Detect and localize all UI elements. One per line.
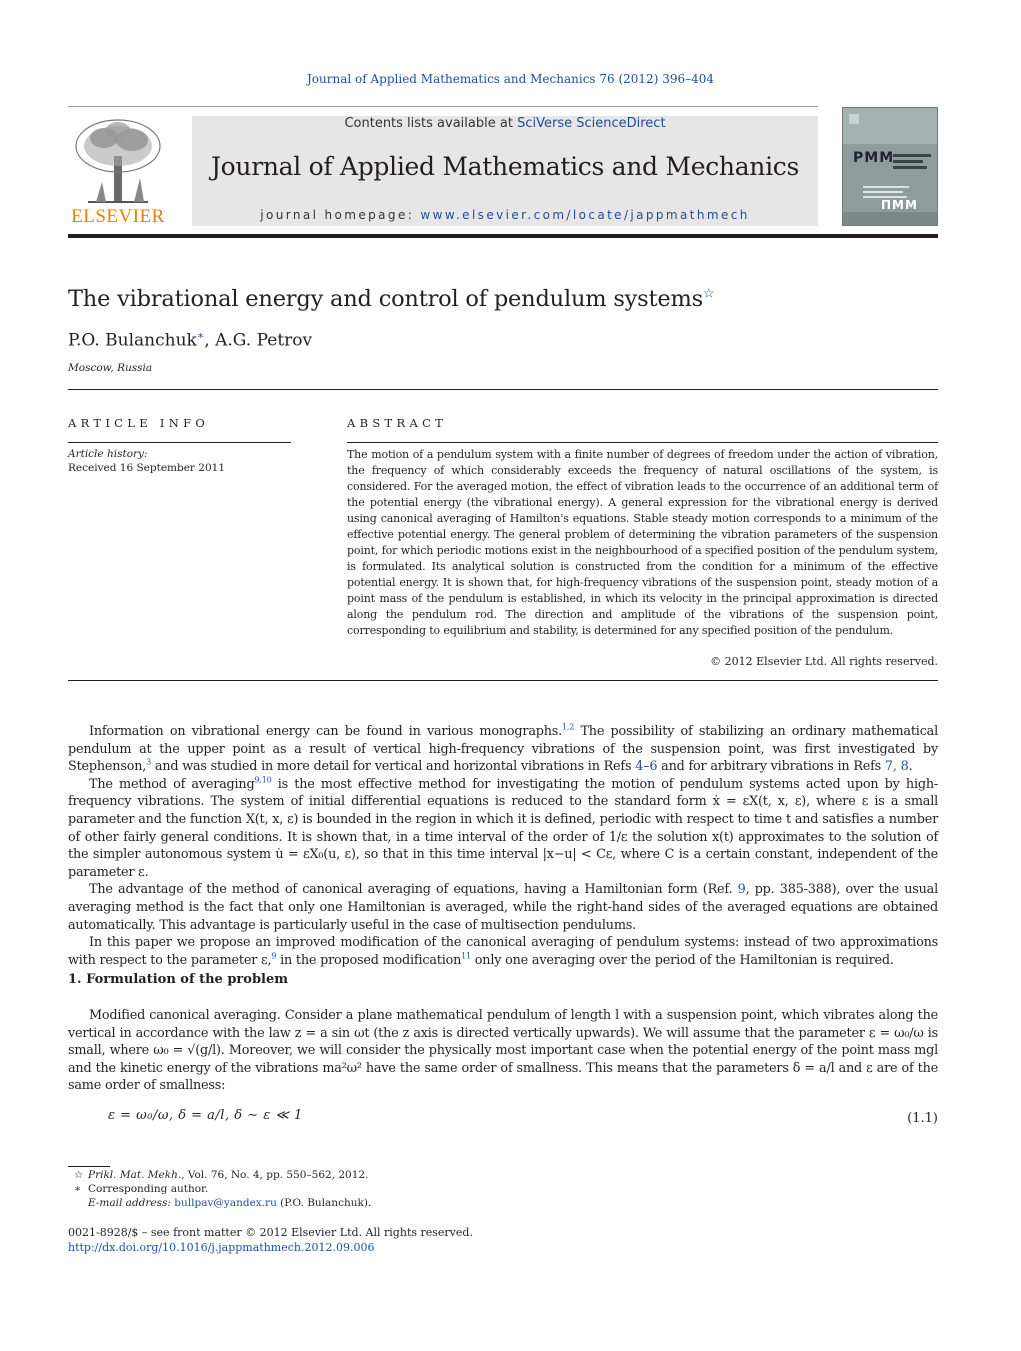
divider [68,389,938,390]
abstract-text: The motion of a pendulum system with a finite number of degrees of freedom under the action of vibration, the frequency of which considerably exceeds the frequency of natural oscillations of the system, is considered. For the averaged motion, the effect of vibration leads to the occurrence of an additional term of the potential energy (the vibrational energy). A general expression for the vibrational energy is derived using canonical averaging of Hamilton's equations. Stable steady motion corresponds to a minimum of the effective potential energy. The general problem of determining the vibration parameters of the suspension point, for which periodic motions exist in the neighbourhood of a specified position of the pendulum system, is formulated. Its analytical solution is constructed from the condition for a minimum of the effective potential energy. It is shown that, for high-frequency vibrations of the suspension point, steady motion of a point mass of the pendulum is established, in which its velocity in the principal approximation is directed along the pendulum rod. The direction and amplitude of the vibrations of the suspension point, corresponding to equilibrium and stability, is determined for any specified position of the pendulum. [347,448,938,637]
elsevier-wordmark: ELSEVIER [71,206,165,227]
citation[interactable]: 7, 8 [884,759,909,775]
equation-number: (1.1) [907,1111,938,1126]
journal-name: Journal of Applied Mathematics and Mechanics [210,152,800,181]
affiliation: Moscow, Russia [68,362,153,374]
citation[interactable]: 9 [737,882,746,898]
author-petrov: , A.G. Petrov [204,330,313,351]
footnote-email: E-mail address: bullpav@yandex.ru (P.O. Bulanchuk). [88,1197,372,1209]
contents-line: Contents lists available at SciVerse ScienceDirect [344,116,666,131]
footnote-translation: ☆ Prikl. Mat. Mekh., Vol. 76, No. 4, pp. 550–562, 2012. [74,1169,369,1181]
introduction [68,723,938,969]
paragraph: Modified canonical averaging. Consider a plane mathematical pendulum of length l with a suspension point, which vibrates along the vertical in accordance with the law z = a sin ωt (the z axis is directed vertically upwards). We will assume that the parameter ε = ω₀/ω is small, where ω₀ = √(g/l). Moreover, we will consider the physically most important case when the potential energy of the point mass mgl and the kinetic energy of the vibrations ma²ω² have the same order of smallness. This means that the parameters δ = a/l and ε are of the same order of smallness: [68,1008,938,1094]
section-1-body [68,1007,938,1095]
article-info-heading: ARTICLE INFO [68,416,210,430]
abstract-divider [347,442,938,443]
title-footnote-mark[interactable]: ☆ [702,286,715,302]
elsevier-logo [68,116,168,228]
paragraph: The advantage of the method of canonical averaging of equations, having a Hamiltonian form (Ref. 9, pp. 385-388), over the usual averaging method is the fact that only one Hamiltonian is averaged, while the right-hand sides of the averaged equations are obtained automatically. This advantage is particularly useful in the case of multisection pendulums. [68,882,938,933]
section-heading: 1. Formulation of the problem [68,972,289,987]
received-date: Received 16 September 2011 [68,462,226,474]
journal-cover [842,107,938,226]
header-bottom-rule [68,234,938,238]
cover-logo: PMM [853,150,895,166]
doi-link[interactable]: http://dx.doi.org/10.1016/j.jappmathmech.2012.09.006 [68,1241,375,1254]
sciencedirect-link[interactable]: SciVerse ScienceDirect [517,116,666,131]
paragraph: The method of averaging$^{9,10}$ is the most effective method for investigating the motion of pendulum systems acted upon by high-frequency vibrations. The system of initial differential equations is reduced to the standard form ẋ = εX(t, x, ε), where ε is a small parameter and the function X(t, x, ε) is bounded in the region in which it is defined, periodic with respect to time t and satisfies a number of other fairly general conditions. It is shown that, in a time interval of the order of 1/ε the solution x(t) approximates to the solution of the simpler autonomous system u̇ = εX₀(u, ε), so that in this time interval |x−u| < Cε, where C is a certain constant, independent of the parameter ε. [68,775,939,880]
header-top-rule [68,106,818,107]
footnote-rule [68,1166,110,1167]
article-history-label: Article history: [68,448,148,460]
corresponding-author-mark[interactable]: ∗ [196,329,205,342]
abstract-heading: ABSTRACT [347,416,448,430]
footnote-mark: ∗ [74,1183,82,1195]
journal-homepage: journal homepage: www.elsevier.com/locate/jappmathmech [260,208,750,222]
article-title: The vibrational energy and control of pendulum systems☆ [68,286,715,312]
author-bulanchuk: P.O. Bulanchuk [68,330,197,351]
cover-subtitle: ПММ [881,198,918,212]
abstract-copyright: © 2012 Elsevier Ltd. All rights reserved. [710,655,938,668]
homepage-link[interactable]: www.elsevier.com/locate/jappmathmech [420,208,750,222]
citation[interactable]: 3 [146,757,152,767]
divider [68,680,938,681]
info-divider [68,442,291,443]
equation: ε = ω₀/ω, δ = a/l, δ ∼ ε ≪ 1 [108,1108,303,1123]
paragraph: Information on vibrational energy can be found in various monographs.$^{1,2}$ The possibility of stabilizing an ordinary mathematical pendulum at the upper point as a result of vertical high-frequency vibrations of the suspension point, was first investigated by Stephenson,$^3$ and was studied in more detail for vertical and horizontal vibrations in Refs 4–6 and for arbitrary vibrations in Refs 7, 8. [68,722,938,775]
author-list [68,329,312,351]
issn-line: 0021-8928/$ – see front matter © 2012 Elsevier Ltd. All rights reserved. [68,1226,473,1239]
footnote-corresponding: ∗ Corresponding author. [74,1183,209,1195]
citation[interactable]: 9 [271,951,277,961]
citation[interactable]: 9,10 [254,775,272,785]
citation[interactable]: 11 [461,951,471,961]
citation[interactable]: 4–6 [635,759,658,775]
elsevier-tree-icon [68,116,168,208]
email-link[interactable]: bullpav@yandex.ru [174,1197,277,1209]
footnote-mark: ☆ [74,1169,84,1181]
journal-reference[interactable]: Journal of Applied Mathematics and Mechanics 76 (2012) 396–404 [306,72,715,86]
citation[interactable]: 1,2 [562,722,575,732]
paragraph: In this paper we propose an improved modification of the canonical averaging of pendulum systems: instead of two approximations with respect to the parameter ε,$^9$ in the proposed modification$^{11}$ only one averaging over the period of the Hamiltonian is required. [68,935,938,968]
